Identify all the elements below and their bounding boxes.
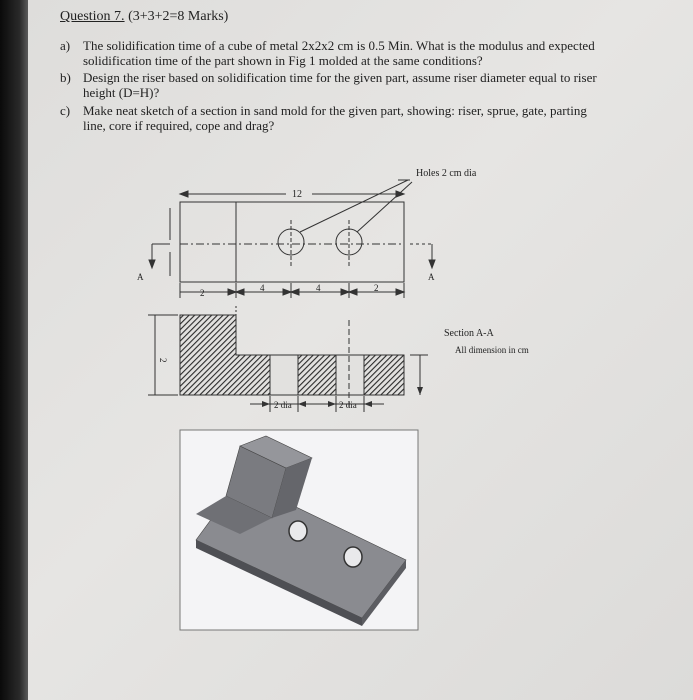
- section-mark-left: A: [137, 272, 144, 282]
- item-line: solidification time of the part shown in Fig 1 molded at the same conditions?: [83, 53, 483, 68]
- section-view: [148, 306, 428, 412]
- dim-label: 2: [200, 288, 205, 298]
- overall-length-label: 12: [292, 189, 302, 200]
- hole-cut-1: [270, 355, 298, 395]
- item-line: The solidification time of a cube of metal 2x2x2 cm is 0.5 Min. What is the modulus and expected: [83, 38, 595, 53]
- model-hole-1: [289, 521, 307, 541]
- model-hole-2: [344, 547, 362, 567]
- holes-note: Holes 2 cm dia: [416, 168, 477, 179]
- hole-label: 2 dia: [339, 400, 357, 410]
- item-label: a): [60, 38, 71, 53]
- hole-label: 2 dia: [274, 400, 292, 410]
- part-outline: [180, 202, 404, 282]
- section-mark-right: A: [428, 272, 435, 282]
- dim-label: 2: [374, 283, 379, 293]
- item-line: height (D=H)?: [83, 85, 160, 100]
- item-label: b): [60, 70, 71, 85]
- question-number: Question 7.: [60, 9, 125, 24]
- step-height-label: 2: [158, 358, 168, 363]
- dim-label: 4: [316, 283, 321, 293]
- item-line: line, core if required, cope and drag?: [83, 118, 275, 133]
- item-line: Make neat sketch of a section in sand mold for the given part, showing: riser, sprue, gate, parting: [83, 103, 587, 118]
- units-note: All dimension in cm: [455, 345, 529, 355]
- question-marks: (3+3+2=8 Marks): [128, 9, 229, 24]
- item-line: Design the riser based on solidification time for the given part, assume riser diameter equal to riser: [83, 70, 597, 85]
- item-label: c): [60, 103, 71, 118]
- section-title: Section A-A: [444, 328, 494, 339]
- leader-line: [300, 180, 408, 232]
- dim-label: 4: [260, 283, 265, 293]
- hole-cut-2: [336, 355, 364, 395]
- model-3d-view: [180, 430, 418, 630]
